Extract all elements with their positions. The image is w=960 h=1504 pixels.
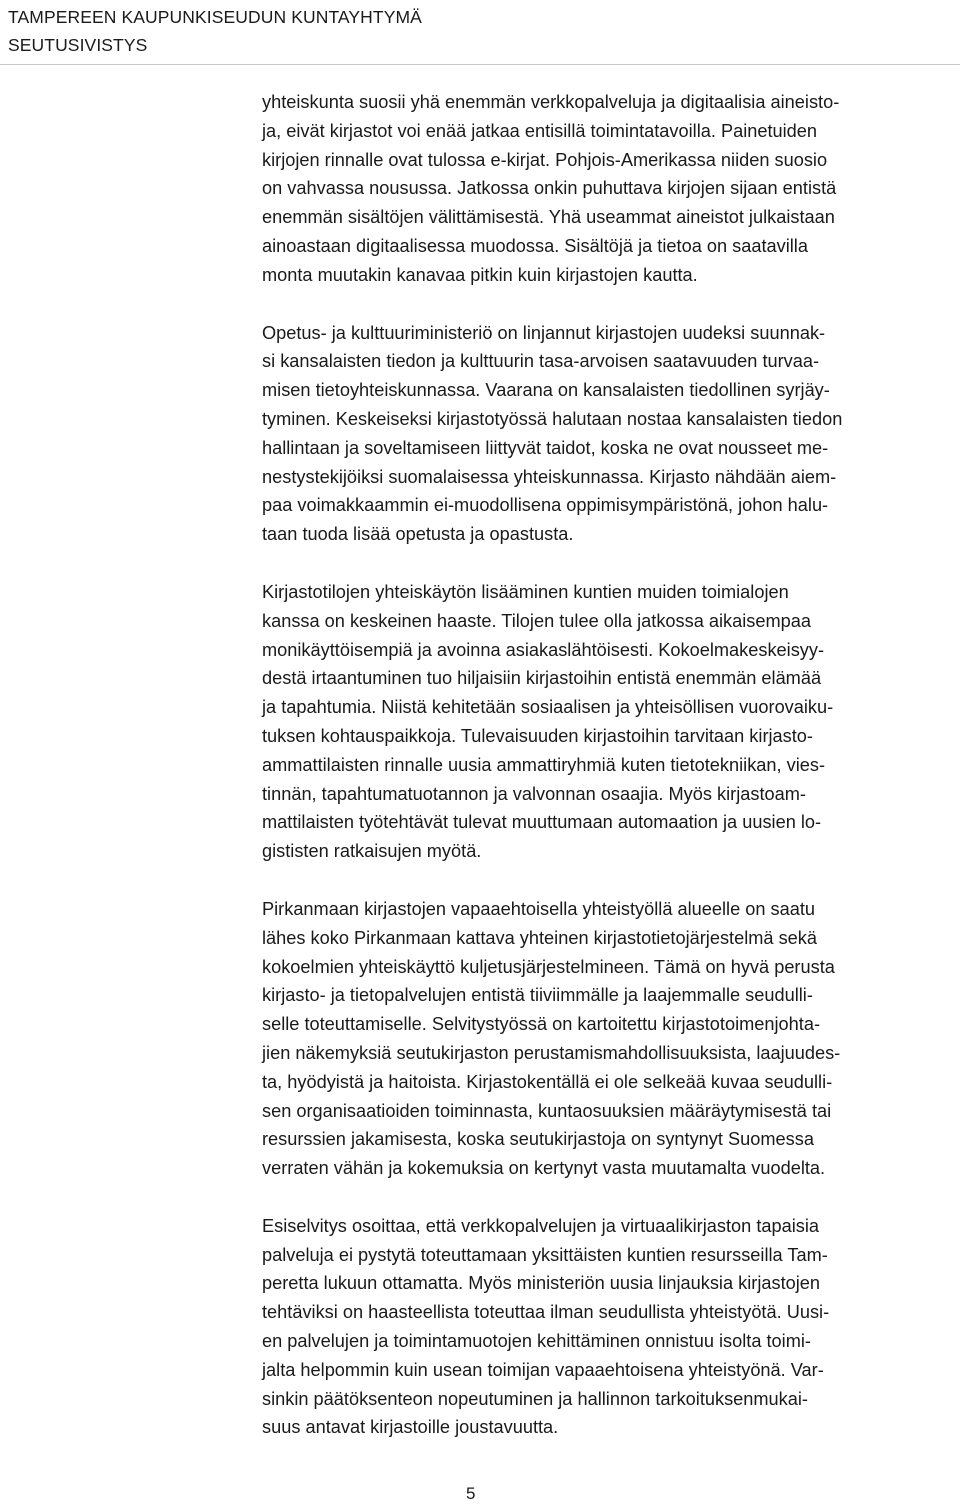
text-line: mattilaisten työtehtävät tulevat muuttumaan automaation ja uusien lo- <box>262 812 822 833</box>
text-line: suus antavat kirjastoille joustavuutta. <box>262 1417 559 1438</box>
text-line: tinnän, tapahtumatuotannon ja valvonnan osaajia. Myös kirjastoam- <box>262 783 806 804</box>
text-line: monta muutakin kanavaa pitkin kuin kirjastojen kautta. <box>262 264 698 285</box>
text-line: resurssien jakamisesta, koska seutukirjastoja on syntynyt Suomessa <box>262 1129 814 1150</box>
text-line: ja, eivät kirjastot voi enää jatkaa entisillä toimintatavoilla. Painetuiden <box>262 120 818 141</box>
text-line: selle toteuttamiselle. Selvitystyössä on kartoitettu kirjastotoimenjohta- <box>262 1014 821 1035</box>
paragraph-2 <box>262 319 952 549</box>
text-line: palveluja ei pystytä toteuttamaan yksittäisten kuntien resursseilla Tam- <box>262 1244 828 1265</box>
page-header <box>8 3 908 59</box>
text-line: paa voimakkaammin ei-muodollisena oppimisympäristönä, johon halu- <box>262 495 829 516</box>
text-line: tehtäviksi on haasteellista toteuttaa ilman seudullista yhteistyötä. Uusi- <box>262 1302 830 1323</box>
text-line: jien näkemyksiä seutukirjaston perustamismahdollisuuksista, laajuudes- <box>262 1042 841 1063</box>
text-line: monikäyttöisempiä ja avoinna asiakaslähtöisesti. Kokoelmakeskeisyy- <box>262 639 825 660</box>
text-line: tyminen. Keskeiseksi kirjastotyössä halutaan nostaa kansalaisten tiedon <box>262 408 843 429</box>
header-section: SEUTUSIVISTYS <box>8 35 148 55</box>
text-line: taan tuoda lisää opetusta ja opastusta. <box>262 524 574 545</box>
text-line: peretta lukuun ottamatta. Myös ministeriön uusia linjauksia kirjastojen <box>262 1273 821 1294</box>
text-line: Kirjastotilojen yhteiskäytön lisääminen kuntien muiden toimialojen <box>262 581 789 602</box>
text-line: kokoelmien yhteiskäyttö kuljetusjärjestelmineen. Tämä on hyvä perusta <box>262 956 835 977</box>
text-line: sen organisaatioiden toiminnasta, kuntaosuuksien määräytymisestä tai <box>262 1100 832 1121</box>
text-line: verraten vähän ja kokemuksia on kertynyt vasta muutamalta vuodelta. <box>262 1158 826 1179</box>
text-line: destä irtaantuminen tuo hiljaisiin kirjastoihin entistä enemmän elämää <box>262 668 822 689</box>
paragraph-5 <box>262 1212 952 1442</box>
text-line: kirjasto- ja tietopalvelujen entistä tiiviimmälle ja laajemmalle seudulli- <box>262 985 813 1006</box>
text-line: jalta helpommin kuin usean toimijan vapaaehtoisena yhteistyönä. Var- <box>262 1359 824 1380</box>
paragraph-4 <box>262 895 952 1183</box>
text-line: tuksen kohtauspaikkoja. Tulevaisuuden kirjastoihin tarvitaan kirjasto- <box>262 725 813 746</box>
text-line: gististen ratkaisujen myötä. <box>262 841 482 862</box>
text-line: si kansalaisten tiedon ja kulttuurin tasa-arvoisen saatavuuden turvaa- <box>262 351 820 372</box>
text-line: kirjojen rinnalle ovat tulossa e-kirjat. Pohjois-Amerikassa niiden suosio <box>262 149 828 170</box>
text-line: enemmän sisältöjen välittämisestä. Yhä useammat aineistot julkaistaan <box>262 207 835 228</box>
body-text <box>262 88 952 1471</box>
text-line: sinkin päätöksenteon nopeutuminen ja hallinnon tarkoituksenmukai- <box>262 1388 808 1409</box>
text-line: kanssa on keskeinen haaste. Tilojen tulee olla jatkossa aikaisempaa <box>262 610 811 631</box>
text-line: en palvelujen ja toimintamuotojen kehittäminen onnistuu isolta toimi- <box>262 1331 811 1352</box>
text-line: yhteiskunta suosii yhä enemmän verkkopalveluja ja digitaalisia aineisto- <box>262 92 840 112</box>
paragraph-3 <box>262 578 952 866</box>
text-line: ja tapahtumia. Niistä kehitetään sosiaalisen ja yhteisöllisen vuorovaiku- <box>262 697 834 718</box>
text-line: ta, hyödyistä ja haitoista. Kirjastokentällä ei ole selkeää kuvaa seudulli- <box>262 1071 833 1092</box>
text-line: on vahvassa nousussa. Jatkossa onkin puhuttava kirjojen sijaan entistä <box>262 178 837 199</box>
text-line: nestystekijöiksi suomalaisessa yhteiskunnassa. Kirjasto nähdään aiem- <box>262 466 837 487</box>
text-line: hallintaan ja soveltamiseen liittyvät taidot, koska ne ovat nousseet me- <box>262 437 829 458</box>
header-divider <box>0 64 960 65</box>
page-number: 5 <box>466 1484 476 1503</box>
text-line: Pirkanmaan kirjastojen vapaaehtoisella yhteistyöllä alueelle on saatu <box>262 898 816 919</box>
text-line: ainoastaan digitaalisessa muodossa. Sisältöjä ja tietoa on saatavilla <box>262 235 808 256</box>
text-line: Opetus- ja kulttuuriministeriö on linjannut kirjastojen uudeksi suunnak- <box>262 322 826 343</box>
paragraph-1 <box>262 88 952 290</box>
text-line: Esiselvitys osoittaa, että verkkopalvelujen ja virtuaalikirjaston tapaisia <box>262 1215 820 1236</box>
text-line: ammattilaisten rinnalle uusia ammattiryhmiä kuten tietotekniikan, vies- <box>262 754 826 775</box>
header-organization: TAMPEREEN KAUPUNKISEUDUN KUNTAYHTYMÄ <box>8 7 422 27</box>
text-line: lähes koko Pirkanmaan kattava yhteinen kirjastotietojärjestelmä sekä <box>262 927 818 948</box>
text-line: misen tietoyhteiskunnassa. Vaarana on kansalaisten tiedollinen syrjäy- <box>262 380 830 401</box>
